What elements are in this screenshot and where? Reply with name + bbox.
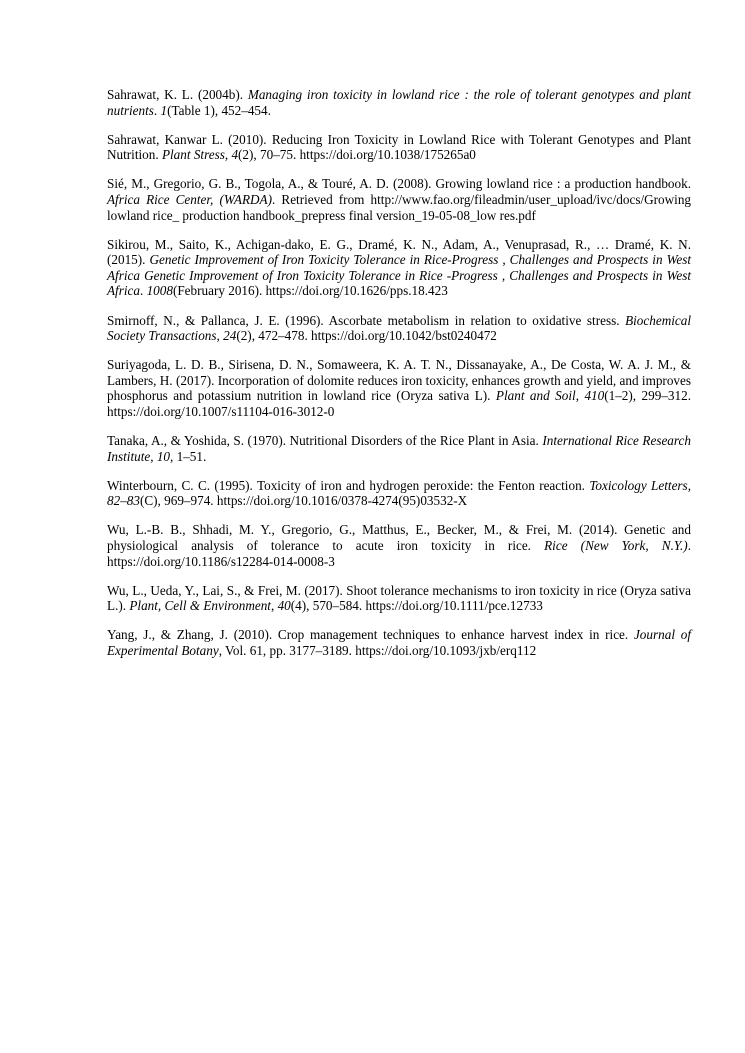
reference-text: .	[153, 102, 161, 118]
reference-text: Suriyagoda, L. D. B., Sirisena, D. N., Somaweera, K. A. T. N., Dissanayake, A., De Costa, W. A. J. M., & Lambers, H. (2017). Incorporation of dolomite reduces iron toxicity, enhances growth and yield, and improves phosphorus and potassium nutrition in lowland rice (Oryza sativa L).	[107, 357, 691, 404]
reference-entry	[107, 478, 691, 509]
reference-entry	[107, 176, 691, 223]
reference-text: (1–2), 299–312. https://doi.org/10.1007/s11104-016-3012-0	[107, 388, 691, 419]
reference-italic-text: 10	[156, 448, 171, 464]
reference-italic-text: Plant and Soil	[495, 388, 576, 404]
reference-entry	[107, 313, 691, 344]
reference-italic-text: 1	[160, 102, 168, 118]
reference-text: (C), 969–974. https://doi.org/10.1016/0378-4274(95)03532-X	[139, 493, 468, 509]
reference-text: ,	[224, 147, 232, 163]
reference-italic-text: Journal of Experimental Botany	[107, 627, 691, 659]
reference-text: ,	[216, 328, 224, 344]
reference-italic-text: 1008	[146, 283, 173, 299]
reference-italic-text: Plant Stress	[161, 147, 225, 163]
reference-text: Sahrawat, K. L. (2004b).	[107, 87, 248, 102]
reference-entry	[107, 237, 691, 299]
reference-italic-text: 82–83	[107, 493, 140, 509]
reference-italic-text: 40	[277, 598, 291, 614]
reference-italic-text: Biochemical Society Transactions	[107, 312, 691, 344]
reference-list	[107, 87, 691, 672]
reference-entry	[107, 87, 691, 118]
reference-italic-text: 4	[231, 147, 239, 163]
reference-text: Tanaka, A., & Yoshida, S. (1970). Nutritional Disorders of the Rice Plant in Asia.	[107, 433, 543, 449]
reference-text: , Vol. 61, pp. 3177–3189. https://doi.org/10.1093/jxb/erq112	[218, 643, 537, 659]
reference-text: ,	[270, 598, 278, 614]
reference-text: Wu, L.-B. B., Shhadi, M. Y., Gregorio, G., Matthus, E., Becker, M., & Frei, M. (2014). Genetic and physiological analysis of tolerance to acute iron toxicity in rice.	[107, 522, 691, 554]
reference-text: Sikirou, M., Saito, K., Achigan-dako, E. G., Dramé, K. N., Adam, A., Venuprasad, R., … Dramé, K. N. (2015).	[107, 236, 691, 268]
reference-text: Sahrawat, Kanwar L. (2010). Reducing Iron Toxicity in Lowland Rice with Tolerant Genotypes and Plant Nutrition.	[107, 131, 691, 163]
reference-text: (Table 1), 452–454.	[167, 102, 271, 118]
reference-text: . Retrieved from http://www.fao.org/fileadmin/user_upload/ivc/docs/Growing lowland rice_ production handbook_prepress final version_19-05-08_low res.pdf	[107, 191, 692, 223]
reference-entry	[107, 627, 691, 658]
reference-entry	[107, 433, 691, 464]
reference-text: Wu, L., Ueda, Y., Lai, S., & Frei, M. (2017). Shoot tolerance mechanisms to iron toxicity in rice (Oryza sativa L.).	[107, 582, 691, 614]
reference-italic-text: 410	[584, 388, 605, 404]
reference-entry	[107, 522, 691, 569]
reference-entry	[107, 583, 691, 614]
reference-text: (2), 472–478. https://doi.org/10.1042/bst0240472	[236, 328, 497, 344]
reference-text: , 1–51.	[170, 448, 207, 464]
reference-text: . https://doi.org/10.1186/s12284-014-0008-3	[107, 538, 691, 569]
reference-text: .	[139, 283, 147, 299]
reference-text: Winterbourn, C. C. (1995). Toxicity of iron and hydrogen peroxide: the Fenton reaction.	[107, 477, 590, 493]
reference-italic-text: Toxicology Letters	[589, 477, 688, 493]
reference-text: (2), 70–75. https://doi.org/10.1038/175265a0	[238, 147, 476, 163]
reference-text: Yang, J., & Zhang, J. (2010). Crop management techniques to enhance harvest index in rice.	[107, 627, 634, 643]
reference-text: (4), 570–584. https://doi.org/10.1111/pce.12733	[290, 598, 543, 614]
reference-text: Smirnoff, N., & Pallanca, J. E. (1996). Ascorbate metabolism in relation to oxidative stress.	[107, 312, 626, 328]
reference-italic-text: Genetic Improvement of Iron Toxicity Tolerance in Rice-Progress , Challenges and Prospects in West Africa Genetic Improvement of Iron Toxicity Tolerance in Rice -Progress , Challenges and Prospects in West Africa	[107, 252, 691, 299]
reference-italic-text: Managing iron toxicity in lowland rice : the role of tolerant genotypes and plant nutrients	[107, 87, 691, 118]
reference-text: ,	[150, 448, 157, 464]
reference-italic-text: International Rice Research Institute	[107, 433, 691, 464]
reference-entry	[107, 357, 691, 419]
reference-text: Sié, M., Gregorio, G. B., Togola, A., & Touré, A. D. (2008). Growing lowland rice : a production handbook.	[107, 176, 691, 192]
reference-italic-text: Rice (New York, N.Y.)	[544, 538, 688, 554]
reference-text: ,	[575, 388, 585, 404]
reference-entry	[107, 132, 691, 163]
reference-text: (February 2016). https://doi.org/10.1626/pps.18.423	[172, 283, 448, 299]
reference-italic-text: 24	[223, 328, 237, 344]
reference-italic-text: Plant, Cell & Environment	[129, 598, 271, 614]
reference-italic-text: Africa Rice Center, (WARDA)	[107, 191, 272, 207]
reference-text: ,	[687, 477, 691, 493]
